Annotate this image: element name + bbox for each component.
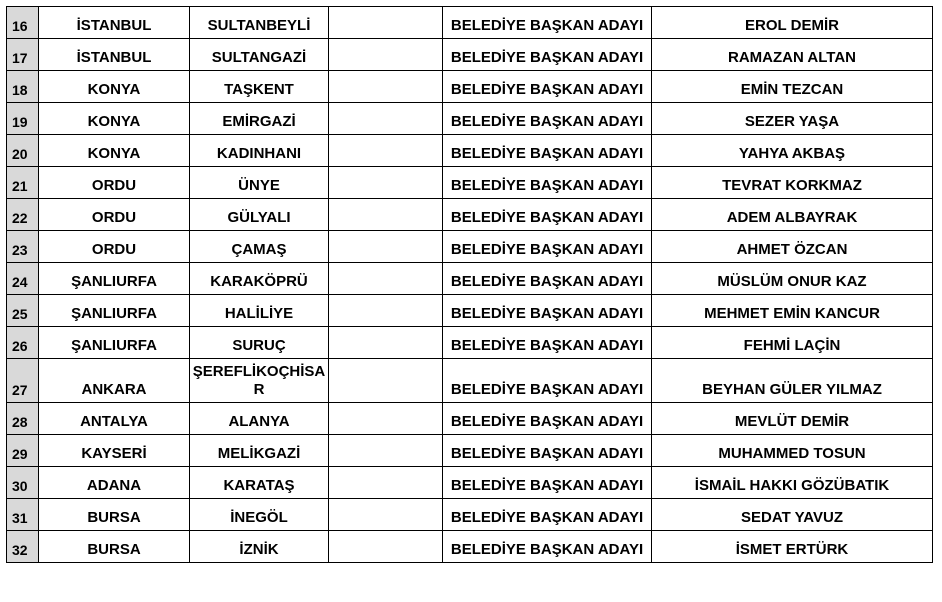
empty-cell <box>329 103 443 135</box>
candidate-type-cell: BELEDİYE BAŞKAN ADAYI <box>443 39 652 71</box>
table-row <box>7 39 933 71</box>
row-number: 25 <box>7 295 39 327</box>
empty-cell <box>329 167 443 199</box>
candidate-type-cell: BELEDİYE BAŞKAN ADAYI <box>443 231 652 263</box>
candidate-type-cell: BELEDİYE BAŞKAN ADAYI <box>443 359 652 403</box>
district-cell: ÇAMAŞ <box>190 231 329 263</box>
table-row <box>7 103 933 135</box>
candidate-type-cell: BELEDİYE BAŞKAN ADAYI <box>443 7 652 39</box>
empty-cell <box>329 403 443 435</box>
candidate-name-cell: SEZER YAŞA <box>652 103 933 135</box>
row-number: 19 <box>7 103 39 135</box>
province-cell: ŞANLIURFA <box>39 263 190 295</box>
row-number: 20 <box>7 135 39 167</box>
province-cell: ORDU <box>39 167 190 199</box>
district-cell: EMİRGAZİ <box>190 103 329 135</box>
district-cell: ALANYA <box>190 403 329 435</box>
table-row <box>7 499 933 531</box>
table-row <box>7 531 933 563</box>
row-number: 18 <box>7 71 39 103</box>
province-cell: KONYA <box>39 103 190 135</box>
table-row <box>7 263 933 295</box>
province-cell: KONYA <box>39 71 190 103</box>
province-cell: İSTANBUL <box>39 39 190 71</box>
candidate-type-cell: BELEDİYE BAŞKAN ADAYI <box>443 71 652 103</box>
empty-cell <box>329 295 443 327</box>
row-number: 26 <box>7 327 39 359</box>
row-number: 17 <box>7 39 39 71</box>
row-number: 28 <box>7 403 39 435</box>
empty-cell <box>329 199 443 231</box>
row-number: 22 <box>7 199 39 231</box>
province-cell: ŞANLIURFA <box>39 327 190 359</box>
candidate-type-cell: BELEDİYE BAŞKAN ADAYI <box>443 467 652 499</box>
candidate-type-cell: BELEDİYE BAŞKAN ADAYI <box>443 435 652 467</box>
district-cell: SULTANBEYLİ <box>190 7 329 39</box>
empty-cell <box>329 499 443 531</box>
empty-cell <box>329 7 443 39</box>
candidate-type-cell: BELEDİYE BAŞKAN ADAYI <box>443 327 652 359</box>
district-cell: ÜNYE <box>190 167 329 199</box>
candidate-name-cell: MUHAMMED TOSUN <box>652 435 933 467</box>
row-number: 30 <box>7 467 39 499</box>
row-number: 21 <box>7 167 39 199</box>
district-cell: SURUÇ <box>190 327 329 359</box>
table-row <box>7 403 933 435</box>
candidate-name-cell: ADEM ALBAYRAK <box>652 199 933 231</box>
candidate-name-cell: RAMAZAN ALTAN <box>652 39 933 71</box>
candidate-name-cell: FEHMİ LAÇİN <box>652 327 933 359</box>
empty-cell <box>329 467 443 499</box>
empty-cell <box>329 359 443 403</box>
province-cell: ANKARA <box>39 359 190 403</box>
empty-cell <box>329 39 443 71</box>
candidate-name-cell: MÜSLÜM ONUR KAZ <box>652 263 933 295</box>
district-cell: SULTANGAZİ <box>190 39 329 71</box>
district-cell: KARAKÖPRÜ <box>190 263 329 295</box>
candidate-type-cell: BELEDİYE BAŞKAN ADAYI <box>443 263 652 295</box>
candidate-name-cell: MEVLÜT DEMİR <box>652 403 933 435</box>
district-cell: HALİLİYE <box>190 295 329 327</box>
table-row <box>7 295 933 327</box>
province-cell: KAYSERİ <box>39 435 190 467</box>
candidate-name-cell: İSMET ERTÜRK <box>652 531 933 563</box>
candidate-type-cell: BELEDİYE BAŞKAN ADAYI <box>443 499 652 531</box>
district-cell: TAŞKENT <box>190 71 329 103</box>
candidate-name-cell: TEVRAT KORKMAZ <box>652 167 933 199</box>
row-number: 23 <box>7 231 39 263</box>
province-cell: ADANA <box>39 467 190 499</box>
candidate-type-cell: BELEDİYE BAŞKAN ADAYI <box>443 199 652 231</box>
district-cell: ŞEREFLİKOÇHİSAR <box>190 359 329 403</box>
candidate-type-cell: BELEDİYE BAŞKAN ADAYI <box>443 531 652 563</box>
empty-cell <box>329 327 443 359</box>
empty-cell <box>329 135 443 167</box>
row-number: 32 <box>7 531 39 563</box>
province-cell: KONYA <box>39 135 190 167</box>
candidate-type-cell: BELEDİYE BAŞKAN ADAYI <box>443 295 652 327</box>
table-row <box>7 135 933 167</box>
table-row <box>7 71 933 103</box>
candidate-table <box>6 6 933 563</box>
candidate-name-cell: SEDAT YAVUZ <box>652 499 933 531</box>
district-cell: GÜLYALI <box>190 199 329 231</box>
empty-cell <box>329 231 443 263</box>
table-row <box>7 327 933 359</box>
province-cell: BURSA <box>39 531 190 563</box>
candidate-name-cell: MEHMET EMİN KANCUR <box>652 295 933 327</box>
empty-cell <box>329 531 443 563</box>
empty-cell <box>329 435 443 467</box>
candidate-name-cell: EROL DEMİR <box>652 7 933 39</box>
row-number: 29 <box>7 435 39 467</box>
district-cell: İNEGÖL <box>190 499 329 531</box>
empty-cell <box>329 71 443 103</box>
table-row <box>7 359 933 403</box>
table-row <box>7 231 933 263</box>
province-cell: ORDU <box>39 199 190 231</box>
row-number: 31 <box>7 499 39 531</box>
table-row <box>7 199 933 231</box>
district-cell: KARATAŞ <box>190 467 329 499</box>
candidate-name-cell: EMİN TEZCAN <box>652 71 933 103</box>
table-row <box>7 467 933 499</box>
table-row <box>7 7 933 39</box>
candidate-type-cell: BELEDİYE BAŞKAN ADAYI <box>443 167 652 199</box>
table-row <box>7 435 933 467</box>
district-cell: KADINHANI <box>190 135 329 167</box>
province-cell: İSTANBUL <box>39 7 190 39</box>
candidate-name-cell: İSMAİL HAKKI GÖZÜBATIK <box>652 467 933 499</box>
province-cell: ŞANLIURFA <box>39 295 190 327</box>
row-number: 16 <box>7 7 39 39</box>
table-row <box>7 167 933 199</box>
candidate-type-cell: BELEDİYE BAŞKAN ADAYI <box>443 403 652 435</box>
district-cell: MELİKGAZİ <box>190 435 329 467</box>
province-cell: ORDU <box>39 231 190 263</box>
candidate-type-cell: BELEDİYE BAŞKAN ADAYI <box>443 103 652 135</box>
candidate-name-cell: BEYHAN GÜLER YILMAZ <box>652 359 933 403</box>
district-cell: İZNİK <box>190 531 329 563</box>
empty-cell <box>329 263 443 295</box>
province-cell: ANTALYA <box>39 403 190 435</box>
province-cell: BURSA <box>39 499 190 531</box>
candidate-name-cell: AHMET ÖZCAN <box>652 231 933 263</box>
candidate-name-cell: YAHYA AKBAŞ <box>652 135 933 167</box>
candidate-type-cell: BELEDİYE BAŞKAN ADAYI <box>443 135 652 167</box>
row-number: 24 <box>7 263 39 295</box>
row-number: 27 <box>7 359 39 403</box>
